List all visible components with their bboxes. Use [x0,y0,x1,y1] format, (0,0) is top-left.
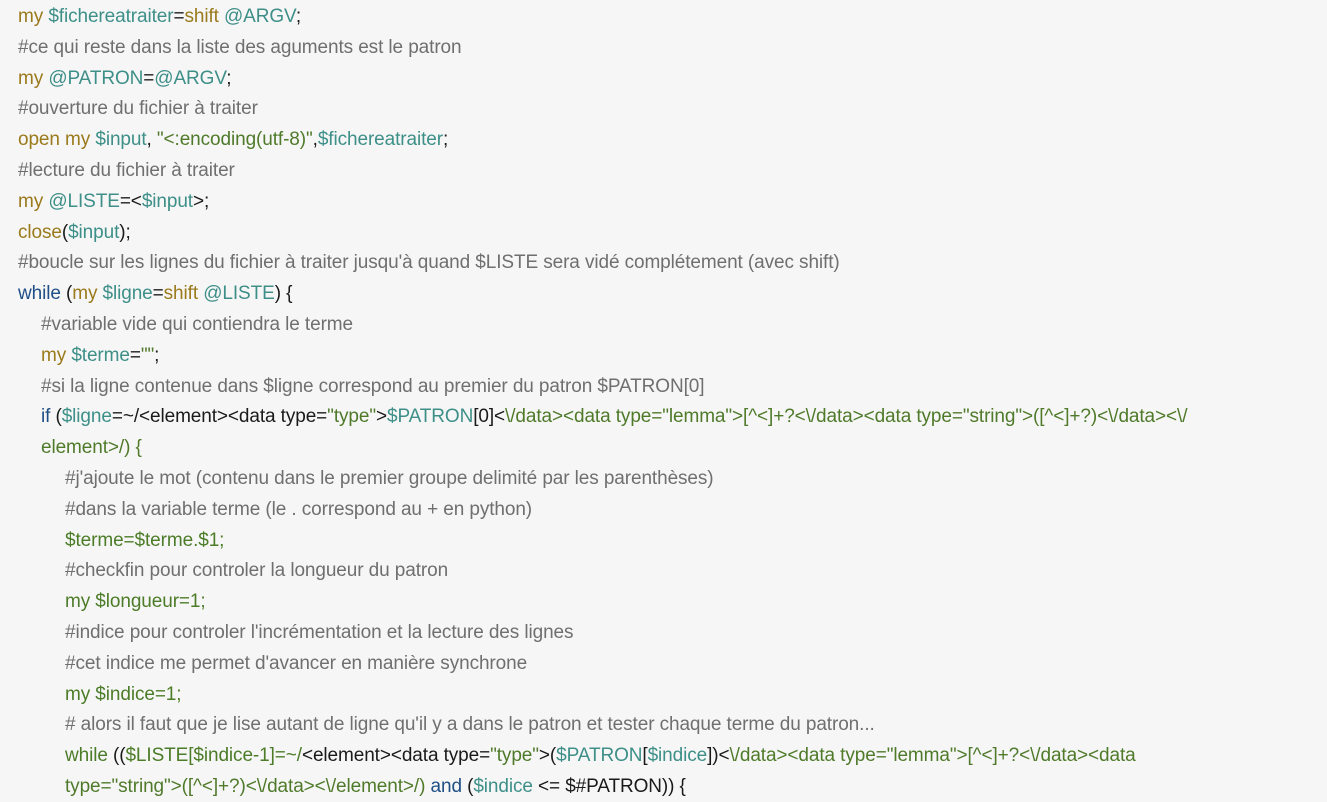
code-token: @ARGV [218,6,296,27]
code-line [18,186,209,217]
code-token: #indice pour controler l'incrémentation et la lecture des lignes [65,622,574,643]
code-token: # alors il faut que je lise autant de ligne qu'il y a dans le patron et tester chaque terme du patron... [65,714,875,736]
code-token: <= $#PATRON)) { [532,776,686,797]
code-token: $terme=$terme.$1; [65,529,225,551]
code-line [65,771,686,802]
code-token: $LISTE[$indice-1]=~/ [125,745,302,767]
code-line [41,401,1187,432]
code-token: ; [226,67,232,89]
code-line [18,217,131,248]
code-token: (( [112,745,126,767]
code-token: ( [461,776,474,797]
code-token: #variable vide qui contiendra le terme [41,314,353,335]
code-token: while [65,745,113,767]
code-line [18,93,258,124]
code-token: =< [119,190,142,212]
code-token: my [18,67,49,89]
code-line [65,555,448,586]
code-token: "type" [490,745,539,767]
code-token: ); [119,221,131,243]
code-line [65,648,527,679]
code-token: = [129,344,141,366]
code-token: type="string">([^<]+?)<\/data><\/element>/) [65,776,426,797]
code-token: #boucle sur les lignes du fichier à traiter jusqu'à quand $LISTE sera vidé complétement (avec shift) [18,252,840,274]
code-line [65,740,1136,771]
code-line [65,463,714,494]
code-line [18,1,301,32]
code-token: my $longueur=1; [65,591,206,613]
code-token: [ [642,745,648,767]
code-token: $fichereatraiter [48,6,174,27]
code-token: my [18,6,49,27]
code-token: ( [50,406,62,428]
code-token: =~/<element><data type= [111,406,328,428]
code-token: if [41,406,51,428]
code-token: = [173,6,185,27]
code-token: $input [141,190,193,212]
code-token: my [18,190,49,212]
code-token: "type" [327,406,376,428]
code-line [41,371,704,402]
code-token: #checkfin pour controler la longueur du patron [65,560,449,582]
code-token: $input [68,221,120,243]
code-token: #j'ajoute le mot (contenu dans le premier groupe delimité par les parenthèses) [65,468,714,489]
code-token: element>/) { [41,437,142,459]
code-line [65,494,532,525]
code-token: #lecture du fichier à traiter [18,160,235,181]
code-token: and [425,776,462,797]
code-line [41,309,353,340]
code-line [18,247,840,278]
code-token: "<:encoding(utf-8)" [156,129,313,151]
code-line [18,32,461,63]
code-line [65,679,181,710]
code-token: shift [163,283,199,305]
code-token: ( [61,221,69,243]
code-token: my [72,283,103,305]
code-token: ])< [707,745,730,767]
code-token: >; [192,190,210,212]
code-token: ; [295,6,302,27]
code-token: $PATRON [556,745,643,767]
code-token: @LISTE [198,283,275,305]
code-token: #ouverture du fichier à traiter [18,98,258,120]
code-token: $ligne [61,406,112,428]
code-token: @PATRON [48,67,144,89]
code-token: = [143,67,155,89]
code-line [41,340,159,371]
code-token: #dans la variable terme (le . correspond au + en python) [65,498,533,520]
code-token: <element><data type= [301,745,491,767]
code-token: $input [95,129,147,151]
code-token: \/data><data type="lemma">[^<]+?<\/data><data type="string">([^<]+?)<\/data><\/ [505,406,1188,428]
code-token: "" [140,344,155,366]
code-token: $indice [647,745,708,767]
code-token: = [152,283,164,305]
code-token: @LISTE [48,190,120,212]
code-token: $ligne [102,283,153,305]
code-line [18,124,448,155]
code-token: $terme [71,344,130,366]
code-line [65,709,875,740]
code-token: #si la ligne contenue dans $ligne correspond au premier du patron $PATRON[0] [41,375,705,397]
code-token: #cet indice me permet d'avancer en manière synchrone [65,652,528,674]
code-token: while [18,283,61,305]
code-token: my $indice=1; [65,683,182,705]
code-line [65,586,206,617]
code-token: $indice [473,776,533,797]
code-token: close [18,221,62,243]
code-token: > [375,406,387,428]
code-line [65,617,573,648]
code-token: , [312,129,318,151]
code-token: [0]< [473,406,506,428]
code-token: $PATRON [386,406,474,428]
code-token: ; [154,344,160,366]
code-token: , [146,129,157,151]
code-line [41,432,142,463]
code-line [18,278,292,309]
code-line [65,525,224,556]
code-token: \/data><data type="lemma">[^<]+?<\/data><data [729,745,1136,767]
code-token: my [41,344,72,366]
code-token: shift [184,6,219,27]
code-token: $fichereatraiter [317,129,443,151]
code-token: @ARGV [154,67,227,89]
code-token: ) { [274,283,293,305]
code-token: ; [442,129,449,151]
code-token: open my [18,129,96,151]
code-token: >( [538,745,557,767]
code-line [18,155,235,186]
code-token: #ce qui reste dans la liste des aguments est le patron [18,36,462,58]
code-line [18,63,231,94]
code-token: ( [60,283,73,305]
